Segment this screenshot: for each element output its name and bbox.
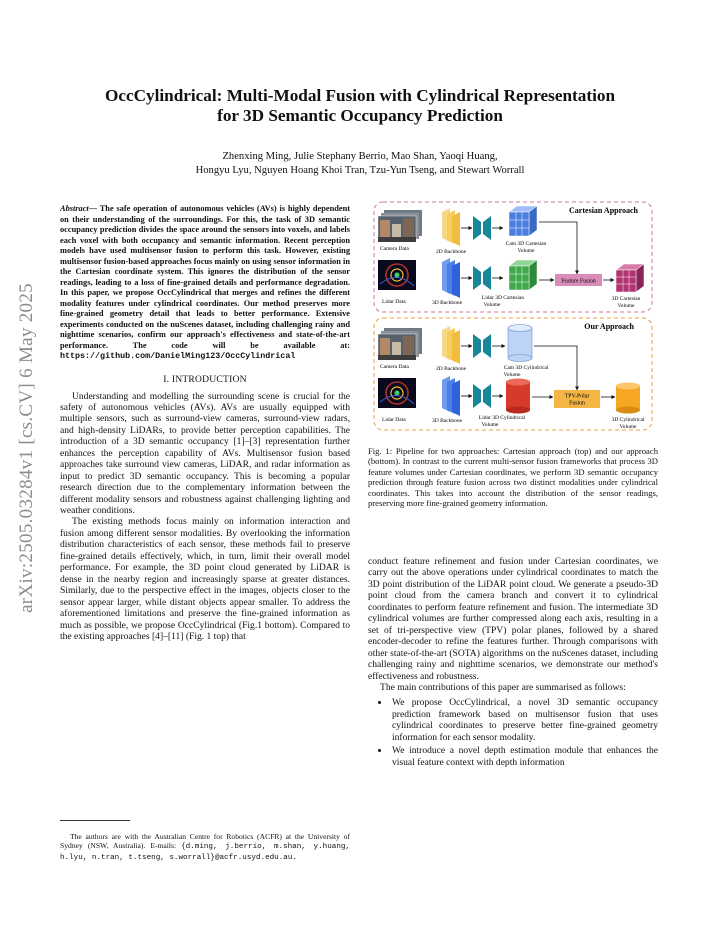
camera-image-top xyxy=(378,210,422,242)
abstract xyxy=(60,204,350,362)
lidar-neck-icon-top xyxy=(473,266,491,290)
intro-paragraph-1: Understanding and modelling the surrounding scene is crucial for the safety of autonomous vehicles (AVs). AVs are usually equipped with multiple sensors, such as surround-view cameras, surround-view radars, and high-density LiDARs, to provide better perception capabilities. The introduction of a 3D semantic occupancy [1]–[3] representation further enhances the perception capability of AVs. Multisensor fusion based approaches take surround view cameras, LiDAR, and radar information as input to predict 3D semantic occupancy. This is becoming a popular research direction due to the complementary information between the different modality sensors and robustness against challenging lighting and weather conditions. xyxy=(60,390,350,517)
cartesian-panel-title: Cartesian Approach xyxy=(569,206,638,215)
cylindrical-output-label: 3D Cylindrical Volume xyxy=(611,417,645,430)
cylindrical-output-volume-icon xyxy=(616,383,640,414)
authors-line-1: Zhenxing Ming, Julie Stephany Berrio, Mao Shan, Yaoqi Huang, xyxy=(222,151,498,162)
contribution-item-2: • We introduce a novel depth estimation module that enhances the visual feature context with depth information xyxy=(390,745,658,768)
right-column xyxy=(368,556,658,770)
lidar-cylindrical-volume-label: Lidar 3D Cylindrical Volume xyxy=(478,415,526,428)
backbone-3d-icon-top xyxy=(442,258,460,298)
section-heading-introduction: I. INTRODUCTION xyxy=(163,373,247,385)
lidar-neck-icon-bottom xyxy=(473,384,491,408)
author-emails: {d.ming, j.berrio, m.shan, y.huang, h.lyu, n.tran, t.tseng, s.worrall}@acfr.usyd.edu.au. xyxy=(60,842,350,863)
authors-line-2: Hongyu Lyu, Nguyen Hoang Khoi Tran, Tzu-Yun Tseng, and Stewart Worrall xyxy=(195,165,525,176)
camera-data-label-top: Camera Data xyxy=(380,246,409,252)
cam-cartesian-volume-label: Cam 3D Cartesian Volume xyxy=(505,241,547,254)
abstract-text: — The safe operation of autonomous vehicles (AVs) is highly dependent on their understanding of the surroundings. For this, the task of 3D semantic occupancy prediction divides the space around the sensors into voxels, and labels each voxel with both occupancy and semantic information. Recent perception models have used multisensor fusion to perform this task. However, existing multisensor fusion-based approaches focus mainly on using sensor information in the Cartesian coordinate system. This ignores the distribution of the sensor readings, leading to a loss of fine-grained details and performance degradation. In this paper, we propose OccCylindrical that merges and refines the different modality features under cylindrical coordinates. Our method preserves more fine-grained geometry detail that leads to better performance. Extensive experiments conducted on the nuScenes dataset, including challenging rainy and nighttime scenarios, confirm our approach's effectiveness and state-of-the-art performance. The code will be available at: xyxy=(60,204,350,350)
author-footnote: The authors are with the Australian Centre for Robotics (ACFR) at the University of Sydney (NSW, Australia). E-mails: {d.ming, j.berrio, m.shan, y.huang, h.lyu, n.tran, t.tseng, s.worrall}@acfr.usyd.edu.au. xyxy=(60,831,350,863)
lidar-cylindrical-volume-icon xyxy=(506,379,530,414)
intro-paragraph-2: The existing methods focus mainly on information interaction and fusion among different sensor modalities. By overlooking the information distribution characteristics of each sensor, these methods fail to preserve fine-grained details effectively, which, in turn, limit their overall model performance. For example, the 3D point cloud generated by LiDAR is dense in the nearby region and increasingly sparse at greater distances. Similarly, due to the perspective effect in the images, objects closer to the sensor appear larger, while distant objects appear smaller. To address the aforementioned limitations and preserve the fine-grained information as much as possible, we propose OccCylindrical (Fig.1 bottom). Compared to the existing approaches [4]–[11] (Fig. 1 top) that xyxy=(60,516,350,643)
tpv-polar-fusion-label: TPV-Polar Fusion xyxy=(564,393,590,407)
lidar-image-top xyxy=(378,260,416,290)
backbone-2d-label-bottom: 2D Backbone xyxy=(436,366,467,372)
figure-1-pipeline xyxy=(372,200,654,432)
backbone-2d-icon-top xyxy=(442,208,460,246)
cam-cartesian-volume-icon xyxy=(509,206,537,236)
cartesian-output-volume-icon xyxy=(616,264,644,292)
cartesian-output-label: 3D Cartesian Volume xyxy=(611,296,641,309)
lidar-data-label-top: Lidar Data xyxy=(382,299,406,305)
abstract-label: Abstract xyxy=(60,204,89,213)
contributions-intro: The main contributions of this paper are summarised as follows: xyxy=(380,681,626,693)
backbone-2d-label-top: 2D Backbone xyxy=(436,249,467,255)
contribution-item-1: • We propose OccCylindrical, a novel 3D semantic occupancy prediction framework based on multisensor fusion that uses cylindrical coordinates to preserve better fine-grained geometry information for each sensor modality. xyxy=(390,697,658,743)
backbone-3d-label-top: 3D Backbone xyxy=(432,300,463,306)
lidar-data-label-bottom: Lidar Data xyxy=(382,417,406,423)
title-line-2: for 3D Semantic Occupancy Prediction xyxy=(217,106,503,125)
backbone-3d-icon-bottom xyxy=(442,376,460,416)
code-link[interactable]: https://github.com/DanielMing123/OccCylindrical xyxy=(60,351,296,361)
figure-1-caption: Fig. 1: Pipeline for two approaches: Cartesian approach (top) and our approach (bottom). In contrast to the current multi-sensor fusion frameworks that process 3D feature volumes under Cartesian coordinates, we perform 3D semantic occupancy prediction through feature fusion across two distinct modalities under cylindrical coordinates. This takes into account the distribution of the sensor readings, preserving more fine-grained geometry information. xyxy=(368,446,658,509)
neck-icon-bottom xyxy=(473,334,491,358)
intro-paragraph-continued: conduct feature refinement and fusion under Cartesian coordinates, we carry out the above operations under cylindrical coordinates to match the 3D point distribution of the LiDAR point cloud. We generate a pseudo-3D point cloud from the camera branch and convert it to cylindrical coordinates to perform feature refinement and fusion. The intermediate 3D cylindrical volumes are further compressed along each axis, resulting in a set of tri-perspective view (TPV) polar planes, followed by a shared encoder-decoder to refine the features further. Through comparisons with other state-of-the-art (SOTA) algorithms on the nuScenes dataset, including challenging rainy and nighttime scenarios, we demonstrate our method's effectiveness and robustness. xyxy=(368,556,658,682)
backbone-2d-icon-bottom xyxy=(442,326,460,364)
author-list xyxy=(60,150,660,178)
camera-image-bottom xyxy=(378,328,422,360)
our-approach-panel-title: Our Approach xyxy=(584,322,634,331)
title-line-1: OccCylindrical: Multi-Modal Fusion with Cylindrical Representation xyxy=(104,86,616,105)
contributions-list xyxy=(368,697,658,768)
backbone-3d-label-bottom: 3D Backbone xyxy=(432,418,463,424)
footnote-rule xyxy=(60,820,130,821)
left-column xyxy=(60,204,350,642)
lidar-cartesian-volume-icon xyxy=(509,260,537,290)
feature-fusion-label: Feature Fusion xyxy=(561,278,596,285)
paper-title xyxy=(60,86,660,126)
neck-icon-top xyxy=(473,216,491,240)
camera-data-label-bottom: Camera Data xyxy=(380,364,409,370)
arxiv-stamp: arXiv:2505.03284v1 [cs.CV] 6 May 2025 xyxy=(16,283,37,613)
cam-cylindrical-volume-icon xyxy=(508,325,532,362)
lidar-cartesian-volume-label: Lidar 3D Cartesian Volume xyxy=(481,295,525,308)
lidar-image-bottom xyxy=(378,378,416,408)
cam-cylindrical-volume-label: Cam 3D Cylindrical Volume xyxy=(503,365,549,378)
